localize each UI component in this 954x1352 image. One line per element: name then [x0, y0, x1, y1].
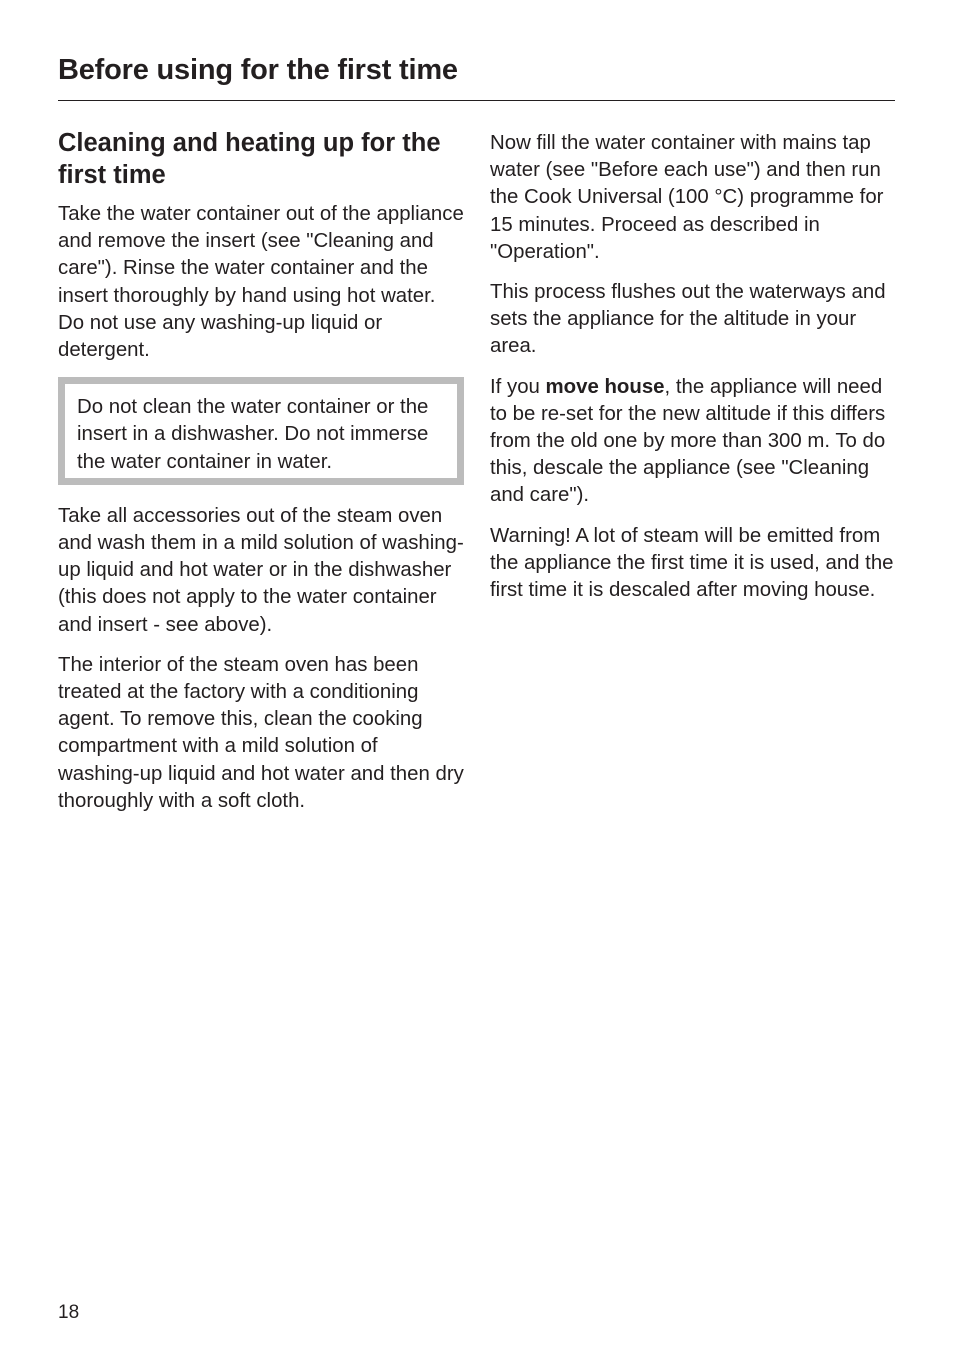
paragraph-fill-water: Now fill the water container with mains tap water (see "Before each use") and then run the Cook Universal (100 °C) programme for 15 minutes. Proceed as described in "Operation".	[490, 132, 884, 263]
paragraph-flush-waterways: This process flushes out the waterways and sets the appliance for the altitude in your area.	[490, 281, 886, 358]
move-house-suffix: , the appliance will need to be re-set for the new altitude if this differs from the old one by more than 300 m. To do this, descale the appliance (see "Cleaning and care").	[490, 375, 886, 507]
paragraph-clean-interior: The interior of the steam oven has been treated at the factory with a conditioning agent. To remove this, clean the cooking compartment with a mild solution of washing-up liquid and hot water and then dry thoroughly with a soft cloth.	[58, 653, 464, 812]
page-title: Before using for the first time	[58, 54, 458, 86]
note-box	[58, 377, 464, 485]
move-house-prefix: If you	[490, 375, 546, 398]
title-divider	[58, 100, 895, 101]
paragraph-rinse-container: Take the water container out of the appliance and remove the insert (see "Cleaning and care"). Rinse the water container and the insert thoroughly by hand using hot water. Do not use any washing-up liquid or detergent.	[58, 203, 464, 362]
right-column	[490, 130, 895, 617]
page-number: 18	[58, 1302, 80, 1323]
note-text: Do not clean the water container or the insert in a dishwasher. Do not immerse the water container in water.	[77, 396, 429, 473]
paragraph-steam-warning: Warning! A lot of steam will be emitted from the appliance the first time it is used, and the first time it is descaled after moving house.	[490, 524, 894, 602]
move-house-term: move house	[545, 375, 665, 398]
paragraph-move-house	[490, 374, 895, 510]
left-column	[58, 127, 464, 828]
paragraph-wash-accessories: Take all accessories out of the steam oven and wash them in a mild solution of washing-up liquid and hot water or in the dishwasher (this does not apply to the water container and insert - see above).	[58, 504, 464, 636]
section-heading: Cleaning and heating up for the first time	[58, 129, 441, 189]
